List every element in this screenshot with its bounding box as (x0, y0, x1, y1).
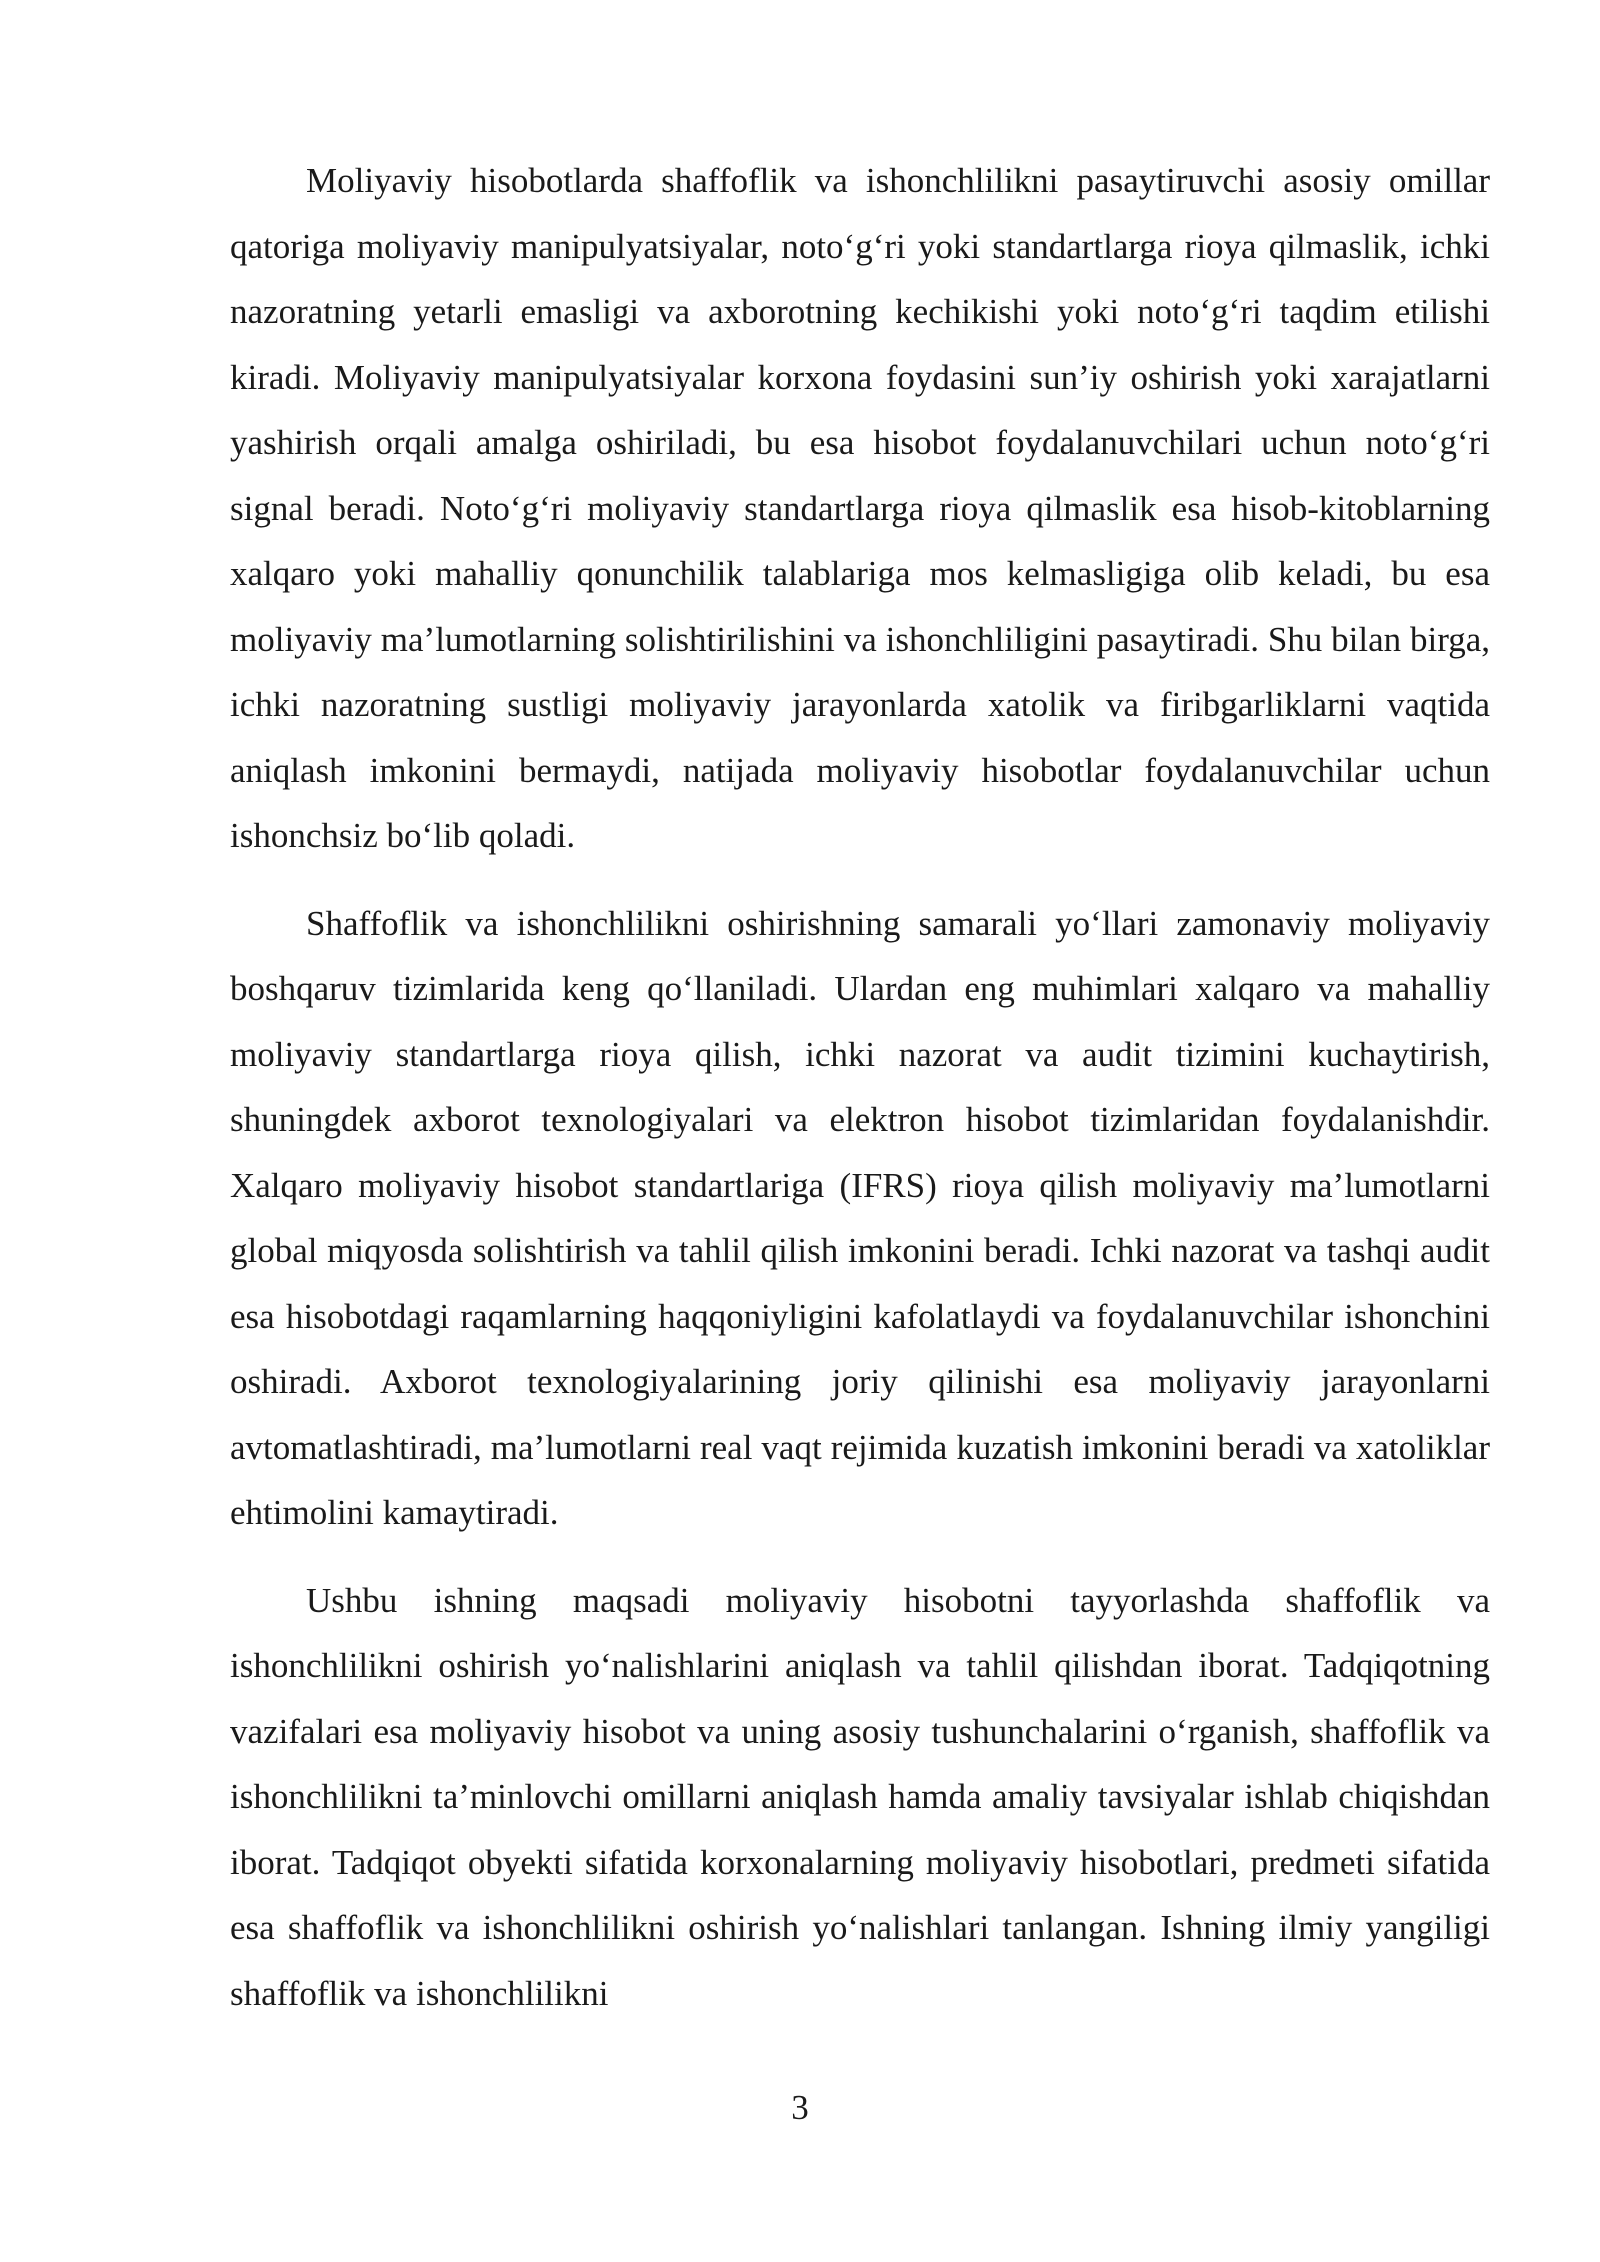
paragraph-3: Ushbu ishning maqsadi moliyaviy hisobotni tayyorlashda shaffoflik va ishonchlilikni oshirish yo‘nalishlarini aniqlash va tahlil qilishdan iborat. Tadqiqotning vazifalari esa moliyaviy hisobot va uning asosiy tushunchalarini o‘rganish, shaffoflik va ishonchlilikni ta’minlovchi omillarni aniqlash hamda amaliy tavsiyalar ishlab chiqishdan iborat. Tadqiqot obyekti sifatida korxonalarning moliyaviy hisobotlari, predmeti sifatida esa shaffoflik va ishonchlilikni oshirish yo‘nalishlari tanlangan. Ishning ilmiy yangiligi shaffoflik va ishonchlilikni (230, 1580, 1490, 2013)
paragraph-2: Shaffoflik va ishonchlilikni oshirishning samarali yo‘llari zamonaviy moliyaviy boshqaruv tizimlarida keng qo‘llaniladi. Ulardan eng muhimlari xalqaro va mahalliy moliyaviy standartlarga rioya qilish, ichki nazorat va audit tizimini kuchaytirish, shuningdek axborot texnologiyalari va elektron hisobot tizimlaridan foydalanishdir. Xalqaro moliyaviy hisobot standartlariga (IFRS) rioya qilish moliyaviy ma’lumotlarni global miqyosda solishtirish va tahlil qilish imkonini beradi. Ichki nazorat va tashqi audit esa hisobotdagi raqamlarning haqqoniyligini kafolatlaydi va foydalanuvchilar ishonchini oshiradi. Axborot texnologiyalarining joriy qilinishi esa moliyaviy jarayonlarni avtomatlashtiradi, ma’lumotlarni real vaqt rejimida kuzatish imkonini beradi va xatoliklar ehtimolini kamaytiradi. (230, 903, 1490, 1532)
body-text (230, 148, 1490, 2048)
paragraph-1: Moliyaviy hisobotlarda shaffoflik va ishonchlilikni pasaytiruvchi asosiy omillar qatoriga moliyaviy manipulyatsiyalar, noto‘g‘ri yoki standartlarga rioya qilmaslik, ichki nazoratning yetarli emasligi va axborotning kechikishi yoki noto‘g‘ri taqdim etilishi kiradi. Moliyaviy manipulyatsiyalar korxona foydasini sun’iy oshirish yoki xarajatlarni yashirish orqali amalga oshiriladi, bu esa hisobot foydalanuvchilari uchun noto‘g‘ri signal beradi. Noto‘g‘ri moliyaviy standartlarga rioya qilmaslik esa hisob-kitoblarning xalqaro yoki mahalliy qonunchilik talablariga mos kelmasligiga olib keladi, bu esa moliyaviy ma’lumotlarning solishtirilishini va ishonchliligini pasaytiradi. Shu bilan birga, ichki nazoratning sustligi moliyaviy jarayonlarda xatolik va firibgarliklarni vaqtida aniqlash imkonini bermaydi, natijada moliyaviy hisobotlar foydalanuvchilar uchun ishonchsiz bo‘lib qoladi. (230, 161, 1490, 855)
page-number: 3 (791, 2088, 809, 2127)
